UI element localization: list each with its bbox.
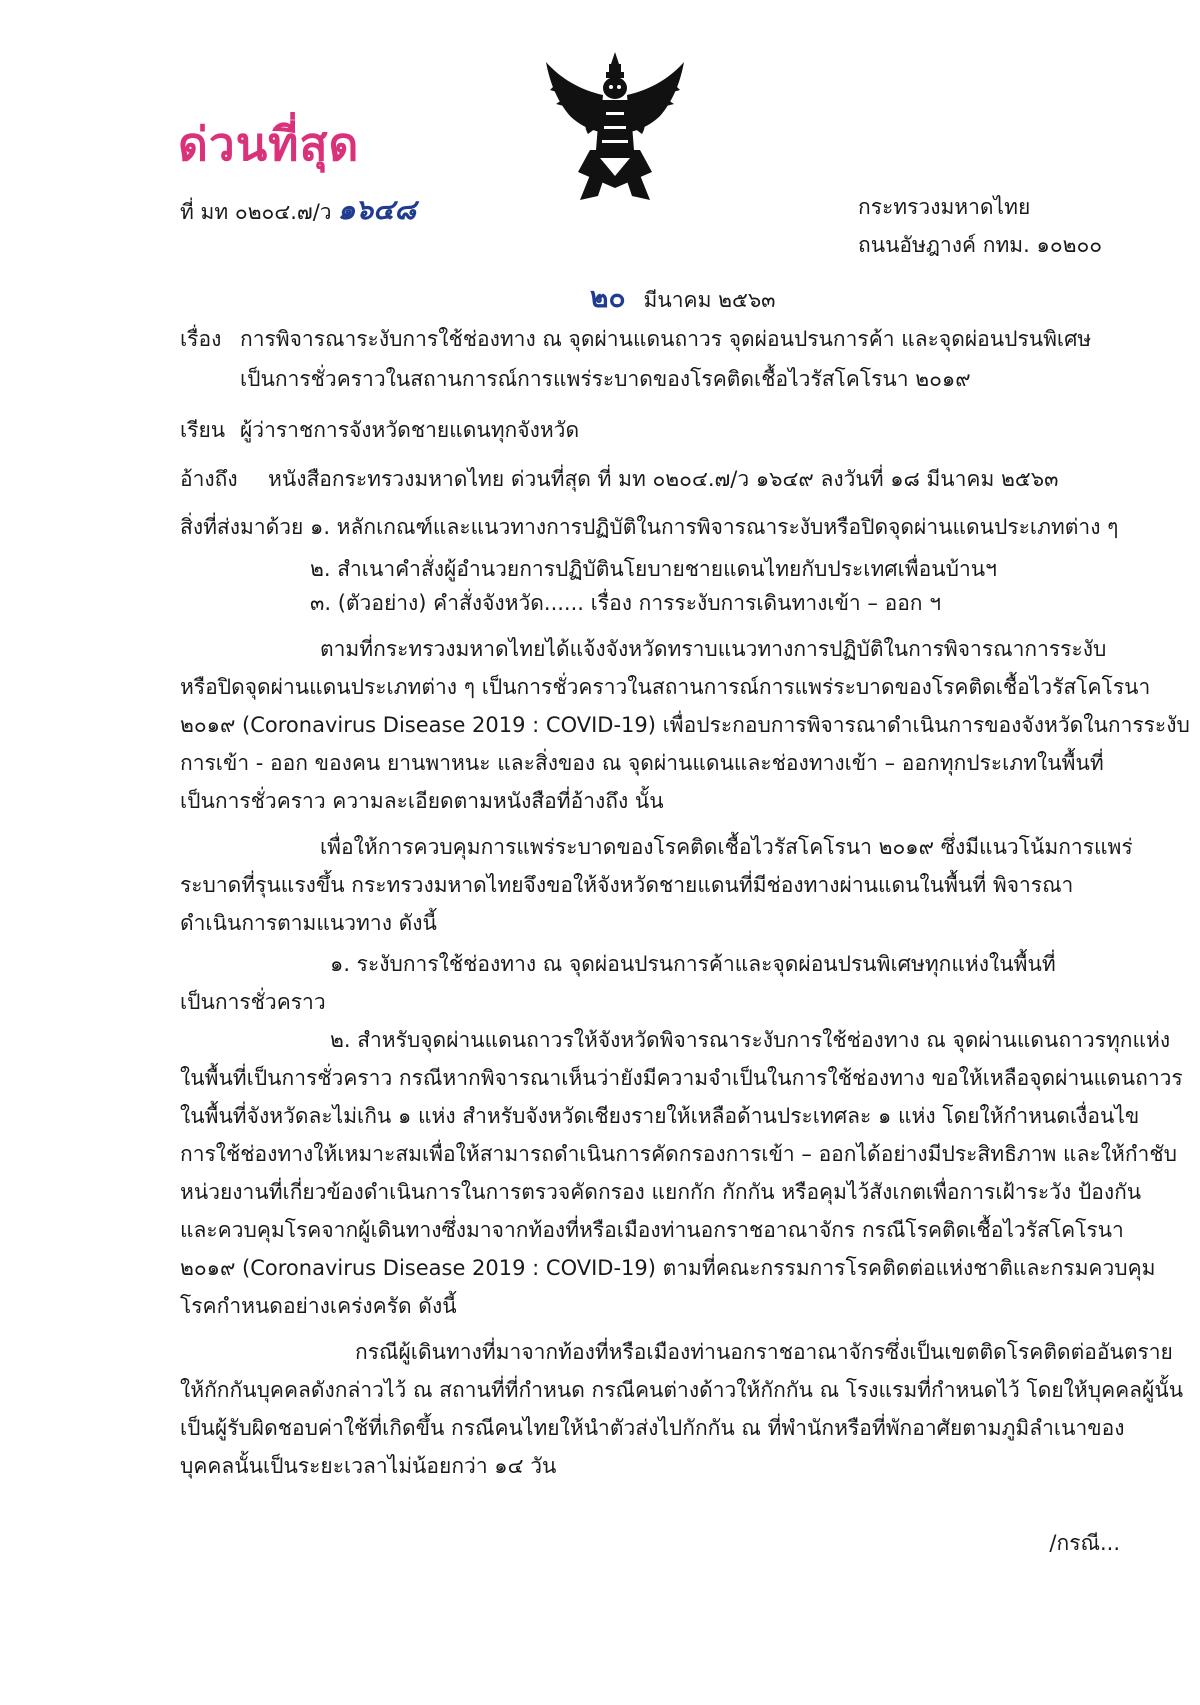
subject-label: เรื่อง [180, 327, 222, 351]
body-line: เป็นการชั่วคราว ความละเอียดตามหนังสือที่อ้างถึง นั้น [180, 789, 664, 813]
body-line: ให้กักกันบุคคลดังกล่าวไว้ ณ สถานที่ที่กำหนด กรณีคนต่างด้าวให้กักกัน ณ โรงแรมที่กำหนดไว้ โดยให้บุคคลผู้นั้น [180, 1378, 1184, 1402]
date-month-year: มีนาคม ๒๕๖๓ [643, 288, 776, 312]
reference-label: อ้างถึง [180, 467, 238, 491]
body-line: และควบคุมโรคจากผู้เดินทางซึ่งมาจากท้องที่หรือเมืองท่านอกราชอาณาจักร กรณีโรคติดเชื้อไวรัสโคโรนา [180, 1218, 1124, 1242]
body-line: ๒๐๑๙ (Coronavirus Disease 2019 : COVID-19) ตามที่คณะกรรมการโรคติดต่อแห่งชาติและกรมควบคุม [180, 1256, 1156, 1280]
issuer-street: ถนนอัษฎางค์ กทม. ๑๐๒๐๐ [858, 233, 1103, 257]
date-day-handwritten: ๒๐ [590, 281, 626, 314]
body-line: บุคคลนั้นเป็นระยะเวลาไม่น้อยกว่า ๑๔ วัน [180, 1454, 557, 1478]
body-line: เพื่อให้การควบคุมการแพร่ระบาดของโรคติดเชื้อไวรัสโคโรนา ๒๐๑๙ ซึ่งมีแนวโน้มการแพร่ [320, 835, 1133, 859]
continuation-marker: /กรณี... [1049, 1531, 1120, 1555]
enclosure-item: ๓. (ตัวอย่าง) คำสั่งจังหวัด...... เรื่อง การระงับการเดินทางเข้า – ออก ฯ [310, 591, 941, 615]
body-line: ดำเนินการตามแนวทาง ดังนี้ [180, 911, 437, 935]
subject-text-1: การพิจารณาระงับการใช้ช่องทาง ณ จุดผ่านแดนถาวร จุดผ่อนปรนการค้า และจุดผ่อนปรนพิเศษ [240, 327, 1092, 351]
enclosure-item: ๒. สำเนาคำสั่งผู้อำนวยการปฏิบัตินโยบายชายแดนไทยกับประเทศเพื่อนบ้านฯ [310, 557, 997, 581]
body-line: กรณีผู้เดินทางที่มาจากท้องที่หรือเมืองท่านอกราชอาณาจักรซึ่งเป็นเขตติดโรคติดต่ออันตราย [355, 1340, 1173, 1364]
enclosure-item: ๑. หลักเกณฑ์และแนวทางการปฏิบัติในการพิจารณาระงับหรือปิดจุดผ่านแดนประเภทต่าง ๆ [310, 515, 1119, 539]
subject-line-1 [180, 323, 1091, 356]
enclosures-label: สิ่งที่ส่งมาด้วย [180, 515, 304, 539]
body-line: เป็นผู้รับผิดชอบค่าใช้ที่เกิดขึ้น กรณีคนไทยให้นำตัวส่งไปกักกัน ณ ที่พำนักหรือที่พักอาศัยตามภูมิลำเนาของ [180, 1416, 1125, 1440]
body-line: ตามที่กระทรวงมหาดไทยได้แจ้งจังหวัดทราบแนวทางการปฏิบัติในการพิจารณาการระงับ [320, 637, 1107, 661]
addressee-label: เรียน [180, 418, 226, 442]
issuer-address [858, 188, 1102, 264]
body-line: โรคกำหนดอย่างเคร่งครัด ดังนี้ [180, 1294, 457, 1318]
subject-line-2: เป็นการชั่วคราวในสถานการณ์การแพร่ระบาดของโรคติดเชื้อไวรัสโคโรนา ๒๐๑๙ [240, 367, 971, 391]
body-line: ในพื้นที่จังหวัดละไม่เกิน ๑ แห่ง สำหรับจังหวัดเชียงรายให้เหลือด้านประเทศละ ๑ แห่ง โดยให้กำหนดเงื่อนไข [180, 1104, 1140, 1128]
document-number-handwritten: ๑๖๔๘ [337, 193, 416, 226]
document-number [180, 188, 416, 232]
body-line: การใช้ช่องทางให้เหมาะสมเพื่อให้สามารถดำเนินการคัดกรองการเข้า – ออกได้อย่างมีประสิทธิภาพ และให้กำชับ [180, 1142, 1177, 1166]
addressee-text: ผู้ว่าราชการจังหวัดชายแดนทุกจังหวัด [240, 418, 580, 442]
body-line: การเข้า - ออก ของคน ยานพาหนะ และสิ่งของ ณ จุดผ่านแดนและช่องทางเข้า – ออกทุกประเภทในพื้นที่ [180, 751, 1104, 775]
body-line: ระบาดที่รุนแรงขึ้น กระทรวงมหาดไทยจึงขอให้จังหวัดชายแดนที่มีช่องทางผ่านแดนในพื้นที่ พิจารณา [180, 873, 1074, 897]
reference [180, 463, 1058, 496]
document-number-prefix: ที่ มท ๐๒๐๔.๗/ว [180, 200, 332, 224]
garuda-emblem-icon [540, 50, 690, 205]
body-line: หน่วยงานที่เกี่ยวข้องดำเนินการในการตรวจคัดกรอง แยกกัก กักกัน หรือคุมไว้สังเกตเพื่อการเฝ้าระวัง ป้องกัน [180, 1180, 1142, 1204]
document-date [590, 276, 776, 320]
body-line: ๒. สำหรับจุดผ่านแดนถาวรให้จังหวัดพิจารณาระงับการใช้ช่องทาง ณ จุดผ่านแดนถาวรทุกแห่ง [330, 1028, 1171, 1052]
body-line: ๑. ระงับการใช้ช่องทาง ณ จุดผ่อนปรนการค้าและจุดผ่อนปรนพิเศษทุกแห่งในพื้นที่ [330, 952, 1056, 976]
issuer-name: กระทรวงมหาดไทย [858, 195, 1031, 219]
body-line: เป็นการชั่วคราว [180, 990, 326, 1014]
reference-text: หนังสือกระทรวงมหาดไทย ด่วนที่สุด ที่ มท ๐๒๐๔.๗/ว ๑๖๔๙ ลงวันที่ ๑๘ มีนาคม ๒๕๖๓ [268, 467, 1059, 491]
body-line: ๒๐๑๙ (Coronavirus Disease 2019 : COVID-19) เพื่อประกอบการพิจารณาดำเนินการของจังหวัดในการระงับ [180, 713, 1190, 737]
urgency-stamp: ด่วนที่สุด [178, 117, 360, 171]
body-line: ในพื้นที่เป็นการชั่วคราว กรณีหากพิจารณาเห็นว่ายังมีความจำเป็นในการใช้ช่องทาง ขอให้เหลือจุดผ่านแดนถาวร [180, 1066, 1183, 1090]
body-line: หรือปิดจุดผ่านแดนประเภทต่าง ๆ เป็นการชั่วคราวในสถานการณ์การแพร่ระบาดของโรคติดเชื้อไวรัสโคโรนา [180, 675, 1151, 699]
addressee [180, 414, 579, 447]
